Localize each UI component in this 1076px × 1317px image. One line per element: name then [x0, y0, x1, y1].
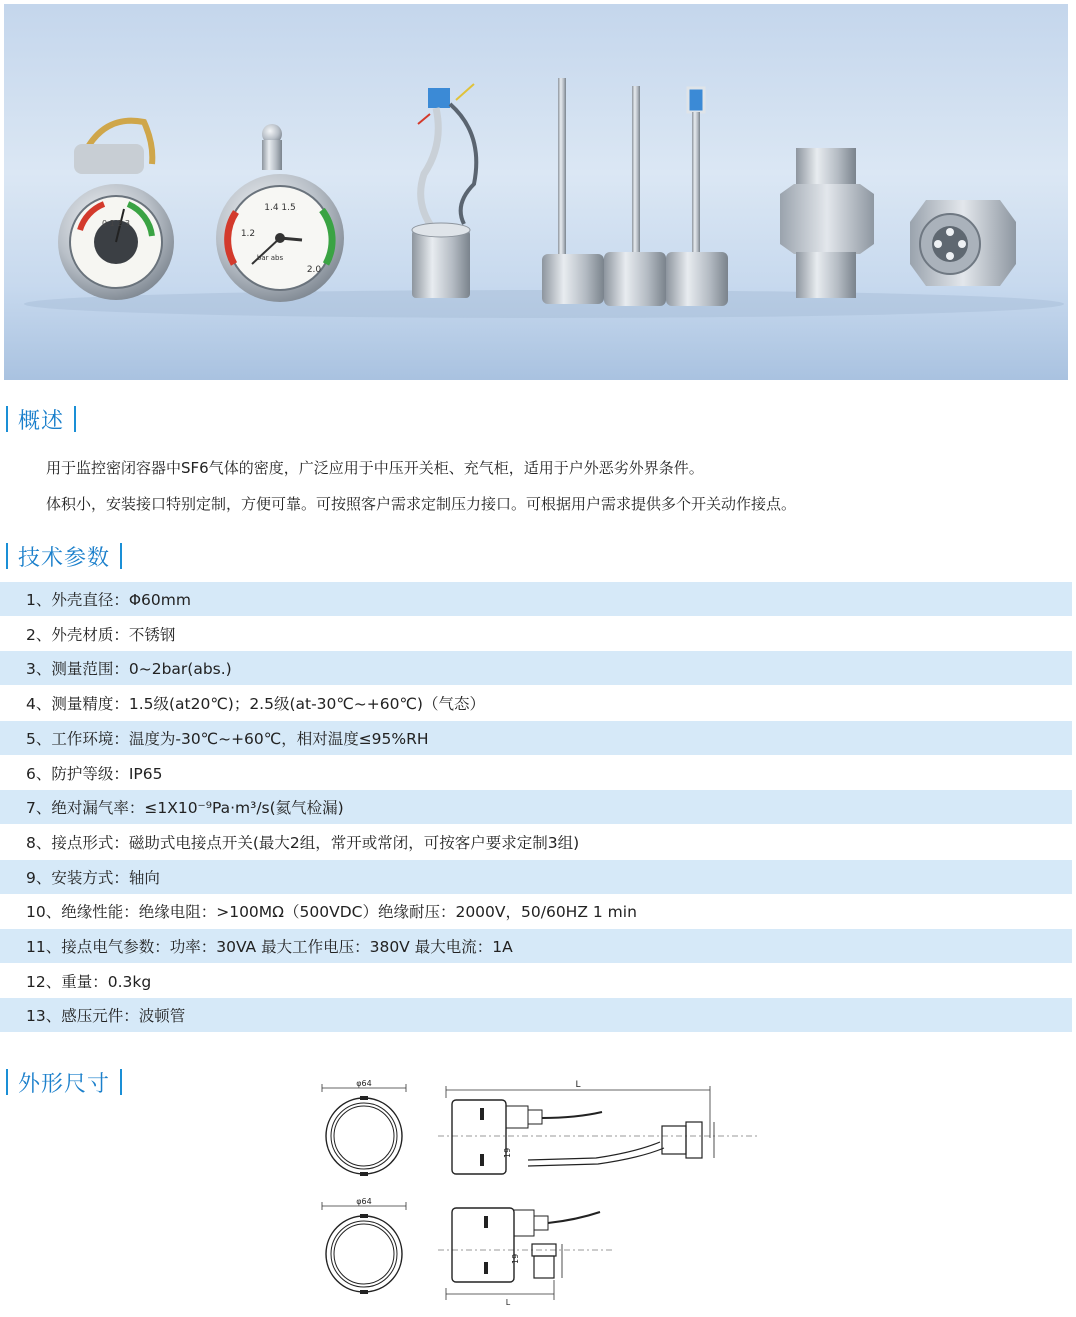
side-view-drawing-2 [436, 1196, 616, 1308]
spec-text: 7、绝对漏气率：≤1X10⁻⁹Pa·m³/s(氦气检漏) [26, 799, 344, 817]
overview-line-1: 用于监控密闭容器中SF6气体的密度，广泛应用于中压开关柜、充气柜，适用于户外恶劣外界条件。 [46, 459, 704, 477]
dimensions-heading [6, 1065, 122, 1099]
spec-text: 11、接点电气参数：功率：30VA 最大工作电压：380V 最大电流：1A [26, 938, 513, 956]
spec-row [0, 790, 1072, 824]
product-photo-illustration [4, 4, 1068, 380]
spec-row [0, 651, 1072, 685]
spec-text: 6、防护等级：IP65 [26, 765, 163, 783]
height-label-2: 19 [511, 1253, 520, 1264]
spec-row [0, 582, 1072, 616]
gauge2-top-scale: 1.4 1.5 [264, 203, 296, 213]
spec-row [0, 894, 1072, 928]
overview-title: 概述 [18, 408, 65, 434]
gauge1-scale-text: 0 1 2 3 [102, 219, 130, 228]
spec-row [0, 721, 1072, 755]
spec-text: 1、外壳直径：Φ60mm [26, 591, 191, 609]
spec-text: 2、外壳材质：不锈钢 [26, 626, 176, 644]
spec-text: 5、工作环境：温度为-30℃~+60℃，相对温度≤95%RH [26, 730, 429, 748]
specs-heading [6, 539, 122, 573]
spec-row [0, 860, 1072, 894]
length-label-1: L [575, 1080, 581, 1090]
gauge2-right-scale: 2.0 [306, 265, 322, 275]
spec-text: 3、测量范围：0~2bar(abs.) [26, 660, 232, 678]
spec-text: 9、安装方式：轴向 [26, 869, 160, 887]
cable-sensor [412, 84, 476, 298]
gauge-1 [58, 121, 174, 300]
product-banner [4, 4, 1068, 380]
socket-fitting [910, 200, 1016, 286]
spec-text: 8、接点形式：磁助式电接点开关(最大2组，常开或常闭，可按客户要求定制3组) [26, 834, 580, 852]
heading-bar-right [120, 543, 122, 569]
dimensions-title: 外形尺寸 [18, 1071, 111, 1097]
spec-text: 10、绝缘性能：绝缘电阻：>100MΩ（500VDC）绝缘耐压：2000V，50/60HZ 1 min [26, 903, 637, 921]
spec-row [0, 686, 1072, 720]
spec-row [0, 998, 1072, 1032]
hex-fitting [780, 148, 874, 298]
gauge-2 [216, 124, 344, 302]
specs-title: 技术参数 [18, 545, 111, 571]
gauge2-left-scale: 1.2 [240, 229, 256, 239]
gauge2-unit: bar abs [256, 254, 284, 262]
spec-row [0, 964, 1072, 998]
heading-bar-right [120, 1069, 122, 1095]
spec-row [0, 756, 1072, 790]
diameter-label-1: φ64 [356, 1079, 372, 1088]
side-view-drawing-1 [436, 1078, 764, 1178]
diameter-label-2: φ64 [356, 1197, 372, 1206]
length-label-2: L [505, 1298, 511, 1307]
spec-row [0, 825, 1072, 859]
spec-text: 13、感压元件：波顿管 [26, 1007, 186, 1025]
spec-row [0, 617, 1072, 651]
heading-bar-right [74, 406, 76, 432]
overview-line-2: 体积小，安装接口特别定制，方便可靠。可按照客户需求定制压力接口。可根据用户需求提供多个开关动作接点。 [46, 495, 797, 513]
spec-row [0, 929, 1072, 963]
spec-text: 12、重量：0.3kg [26, 973, 152, 991]
front-view-drawing-2 [316, 1196, 412, 1300]
spec-text: 4、测量精度：1.5级(at20℃)；2.5级(at-30℃~+60℃)（气态） [26, 695, 485, 713]
front-view-drawing-1 [316, 1078, 412, 1178]
overview-heading [6, 402, 76, 436]
height-label-1: 19 [503, 1147, 512, 1158]
probe-sensors [542, 78, 728, 306]
